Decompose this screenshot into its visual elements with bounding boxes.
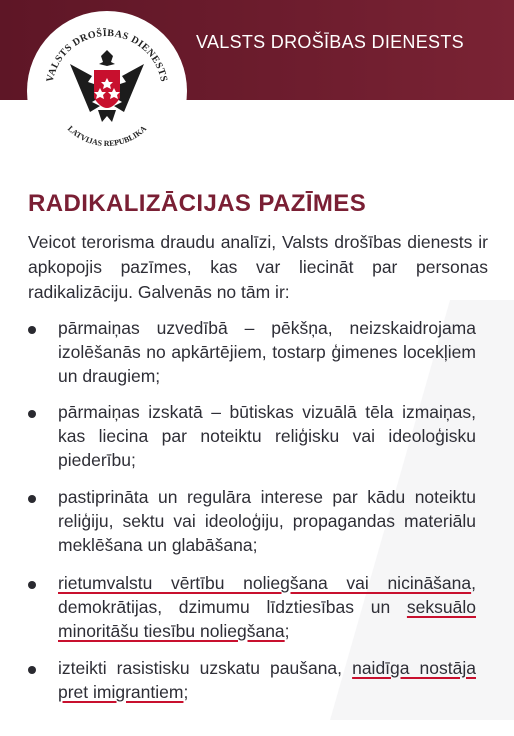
bullet-icon — [28, 581, 36, 589]
bullet-icon — [28, 410, 36, 418]
page-heading: RADIKALIZĀCIJAS PAZĪMES — [28, 190, 367, 217]
list-item-text-part: , demokrātijas, dzimumu līdztiesības un — [58, 573, 476, 617]
list-item-text — [58, 656, 476, 704]
vdd-emblem — [22, 6, 192, 176]
emblem-bottom-text: LATVIJAS REPUBLIKA — [65, 123, 149, 149]
list-item-text-part: pārmaiņas uzvedībā – pēkšņa, neizskaidrojama izolēšanās no apkārtējiem, tostarp ģimenes locekļiem un draugiem; — [58, 318, 476, 386]
intro-paragraph: Veicot terorisma draudu analīzi, Valsts drošības dienests ir apkopojis pazīmes, kas var liecināt par personas radikalizāciju. Galvenās no tām ir: — [28, 232, 488, 302]
list-item-text — [58, 316, 476, 388]
underlined-phrase: seksuālo minoritāšu tiesību noliegšana — [58, 597, 476, 641]
list-item-text-part: izteikti rasistisku uzskatu paušana, — [58, 658, 353, 678]
bullet-icon — [28, 666, 36, 674]
underlined-phrase: naidīga nostāja pret imigrantiem — [58, 658, 476, 702]
bullet-icon — [28, 326, 36, 334]
list-item-text-part: pārmaiņas izskatā – būtiskas vizuālā tēla izmaiņas, kas liecina par noteiktu reliģisku vai ideoloģisku piederību; — [58, 402, 476, 470]
underlined-phrase: rietumvalstu vērtību noliegšana vai nicināšana — [58, 573, 472, 593]
list-item-text — [58, 571, 476, 643]
bullet-icon — [28, 495, 36, 503]
list-item-text-part: pastiprināta un regulāra interese par kādu noteiktu reliģiju, sektu vai ideoloģiju, propagandas materiālu meklēšana un glabāšana; — [58, 487, 476, 555]
header-title: VALSTS DROŠĪBAS DIENESTS — [196, 32, 464, 52]
list-item-text-part: ; — [183, 682, 189, 702]
list-item-text — [58, 485, 476, 557]
list-item-text-part: ; — [284, 621, 290, 641]
list-item-text — [58, 400, 476, 472]
emblem-top-text: VALSTS DROŠĪBAS DIENESTS — [44, 27, 170, 84]
